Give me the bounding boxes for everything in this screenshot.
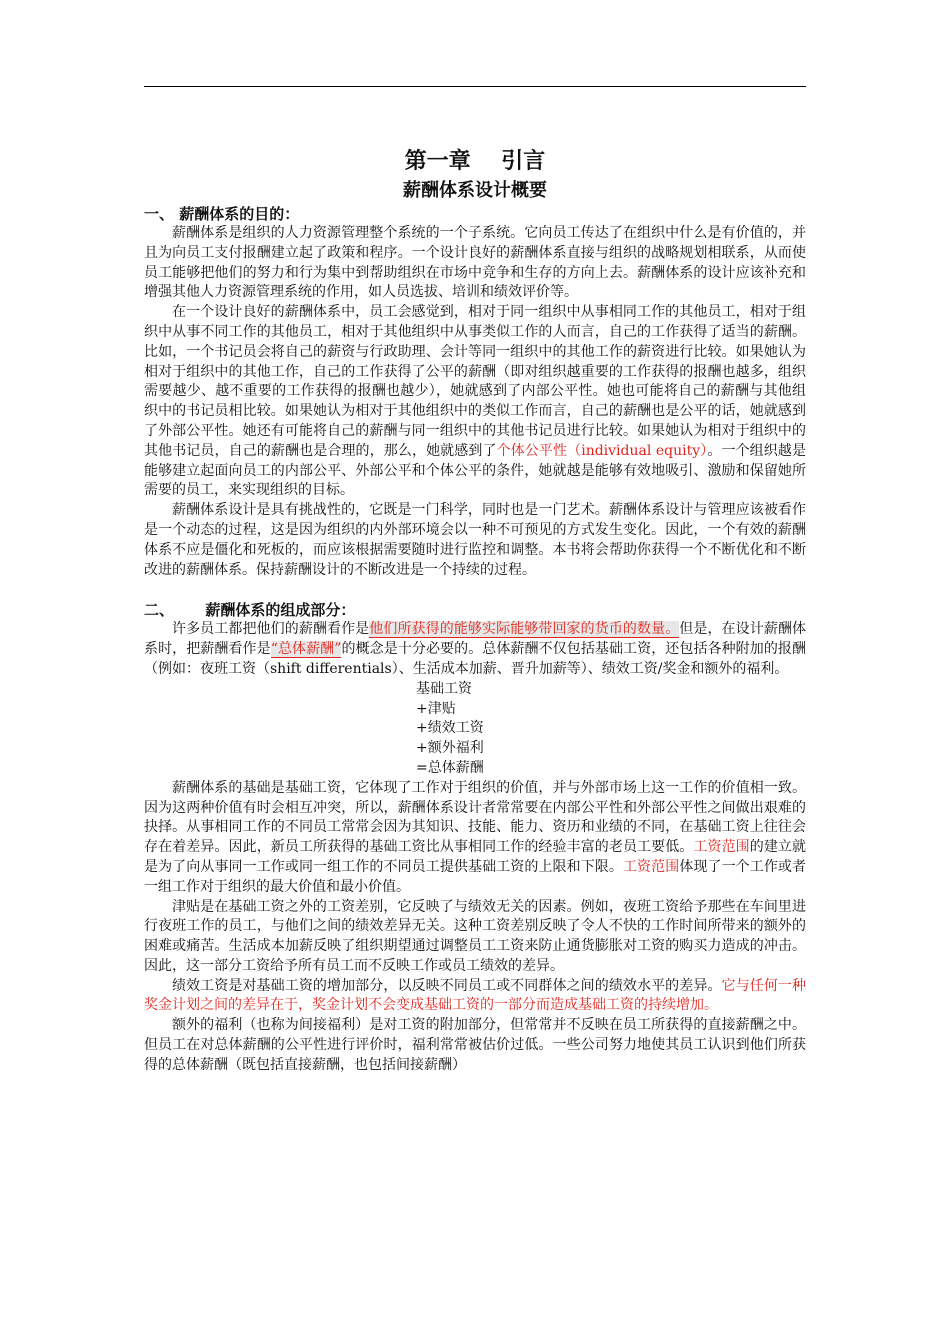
formula-line: +绩效工资 — [416, 720, 484, 737]
formula-line: =总体薪酬 — [416, 759, 484, 776]
red-term-pay-range: 工资范围 — [622, 858, 680, 875]
header-rule — [144, 86, 806, 87]
red-term-individual-equity: 个体公平性（individual equity） — [496, 442, 708, 459]
highlighted-phrase-total-pay: “总体薪酬” — [270, 641, 342, 658]
total-pay-formula — [416, 680, 806, 779]
red-term-pay-range: 工资范围 — [693, 839, 750, 856]
formula-line: +津贴 — [416, 700, 456, 717]
section-1-paragraph-1: 薪酬体系是组织的人力资源管理整个系统的一个子系统。它向员工传达了在组织中什么是有价值的，并且为向员工支付报酬建立起了政策和程序。一个设计良好的薪酬体系直接与组织的战略规划相联系，从而使员工能够把他们的努力和行为集中到帮助组织在市场中竞争和生存的方向上去。薪酬体系的设计应该补充和增强其他人力资源管理系统的作用，如人员选拔、培训和绩效评价等。 — [144, 225, 806, 301]
section-2-paragraph-3: 津贴是在基础工资之外的工资差别，它反映了与绩效无关的因素。例如，夜班工资给予那些在车间里进行夜班工作的员工，与他们之间的绩效差异无关。这种工资差别反映了令人不快的工作时间所带来的额外的困难或痛苦。生活成本加薪反映了组织期望通过调整员工工资来防止通货膨胀对工资的购买力造成的冲击。因此，这一部分工资给予所有员工而不反映工作或员工绩效的差异。 — [144, 898, 806, 974]
section-spacer — [144, 580, 806, 600]
section-2-paragraph-4 — [144, 977, 806, 1017]
paragraph-text: 许多员工都把他们的薪酬看作是 — [172, 621, 370, 638]
document-subtitle: 薪酬体系设计概要 — [403, 180, 547, 201]
paragraph-text: 的概念是十分必要的。总体薪酬不仅包括基础工资，还包括各种附加的报酬（例如：夜班工资（shift differentials）、生活成本加薪、晋升加薪等）、绩效工资/奖金和额外的福利。 — [144, 641, 806, 677]
section-1-paragraph-3: 薪酬体系设计是具有挑战性的，它既是一门科学，同时也是一门艺术。薪酬体系设计与管理应该被看作是一个动态的过程，这是因为组织的内外部环境会以一种不可预见的方式发生变化。因此，一个有效的薪酬体系不应是僵化和死板的，而应该根据需要随时进行监控和调整。本书将会帮助你获得一个不断优化和不断改进的薪酬体系。保持薪酬设计的不断改进是一个持续的过程。 — [144, 502, 806, 578]
section-2-heading: 二、 薪酬体系的组成部分： — [144, 601, 356, 620]
formula-line: 基础工资 — [416, 680, 472, 697]
chapter-title: 第一章 引言 — [404, 149, 546, 174]
paragraph-text: 在一个设计良好的薪酬体系中，员工会感觉到，相对于同一组织中从事相同工作的其他员工，相对于组织中从事不同工作的其他员工，相对于其他组织中从事类似工作的人而言，自己的工作获得了适当的薪酬。比如，一个书记员会将自己的薪资与行政助理、会计等同一组织中的其他工作的薪资进行比较。如果她认为相对于组织中的其他工作，自己的工作获得了公平的薪酬（即对组织越重要的工作获得的报酬也越多，组织需要越少、越不重要的工作获得的报酬也越少），她就感到了内部公平性。她也可能将自己的薪酬与其他组织中的书记员相比较。如果她认为相对于其他组织中的类似工作而言，自己的薪酬也是公平的话，她就感到了外部公平性。她还有可能将自己的薪酬与同一组织中的其他书记员进行比较。如果她认为相对于组织中的其他书记员，自己的薪酬也是合理的，那么，她就感到了 — [144, 304, 806, 459]
highlighted-phrase-take-home: 他们所获得的能够实际能够带回家的货币的数量。 — [369, 621, 680, 638]
paragraph-text: 。一个组织越是能够建立起面向员工的内部公平、外部公平和个体公平的条件，她就越是能够有效地吸引、激励和保留她所需要的员工，来实现组织的目标。 — [144, 442, 806, 499]
paragraph-text: 体现了一个工作或者一组工作对于组织的最大价值和最小价值。 — [144, 858, 807, 895]
paragraph-text: 薪酬体系的基础是基础工资，它体现了工作对于组织的价值，并与外部市场上这一工作的价值相一致。因为这两种价值有时会相互冲突，所以，薪酬体系设计者常常要在内部公平性和外部公平性之间做出艰难的抉择。从事相同工作的不同员工常常会因为其知识、技能、能力、资历和业绩的不同，在基础工资上往往会存在着差异。因此，新员工所获得的基础工资比从事相同工作的经验丰富的老员工要低。 — [144, 779, 806, 856]
red-sentence-bonus-difference: 它与任何一种奖金计划之间的差异在于，奖金计划不会变成基础工资的一部分而造成基础工资的持续增加。 — [144, 977, 807, 1014]
section-2-paragraph-5: 额外的福利（也称为间接福利）是对工资的附加部分，但常常并不反映在员工所获得的直接薪酬之中。但员工在对总体薪酬的公平性进行评价时，福利常常被估价过低。一些公司努力地使其员工认识到他们所获得的总体薪酬（既包括直接薪酬，也包括间接薪酬） — [144, 1017, 806, 1073]
paragraph-text: 但是，在设计薪酬体系时，把薪酬看作是 — [144, 621, 807, 658]
document-body — [144, 148, 806, 1076]
paragraph-text: 绩效工资是对基础工资的增加部分，以反映不同员工或不同群体之间的绩效水平的差异。 — [172, 977, 722, 994]
formula-line: +额外福利 — [416, 740, 484, 757]
paragraph-text: 的建立就是为了向从事同一工作或同一组工作的不同员工提供基础工资的上限和下限。 — [144, 839, 807, 875]
section-1-heading: 一、 薪酬体系的目的： — [144, 205, 300, 223]
section-2-paragraph-2 — [144, 779, 806, 898]
section-2-paragraph-1 — [144, 620, 806, 679]
section-1-paragraph-2 — [144, 303, 806, 501]
